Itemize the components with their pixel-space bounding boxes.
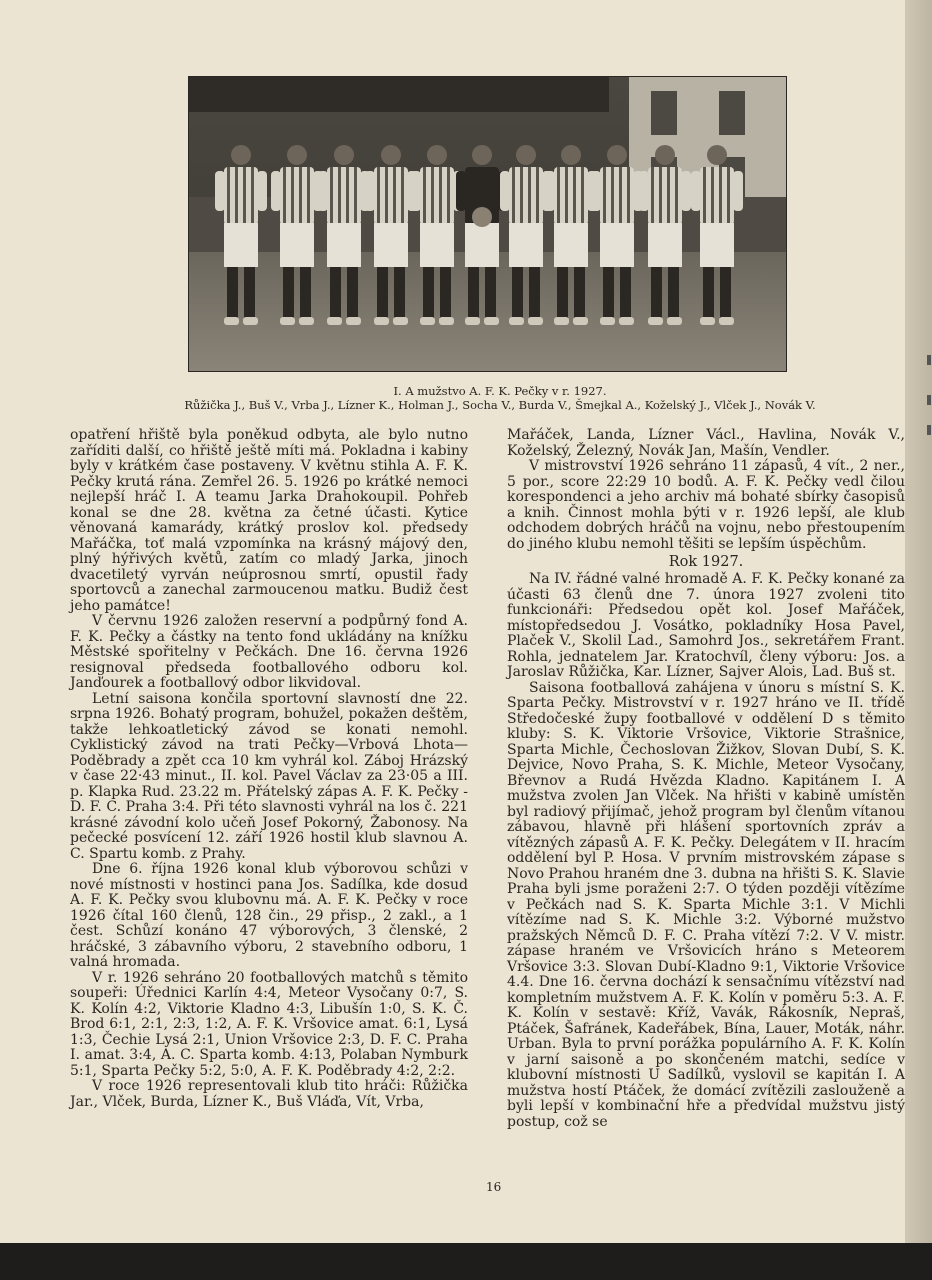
caption-title: I. A mužstvo A. F. K. Pečky v r. 1927. [393,384,607,398]
photo-caption [140,384,860,412]
paragraph: Saisona footballová zahájena v únoru s místní S. K. Sparta Pečky. Mistrovství v r. 1927 hráno ve II. třídě Středočeské župy footballové v oddělení D s těmito kluby: S. K. Viktorie Vršovice, Viktorie Strašnice, Sparta Michle, Čechoslovan Žižkov, Slovan Dubí, S. K. Dejvice, Novo Praha, S. K. Michle, Meteor Vysočany, Břevnov a Rudá Hvězda Kladno. Kapitánem I. A mužstva zvolen Jan Vlček. Na hřišti v kabině umístěn byl radiový přijímač, jehož program byl členům vítanou zábavou, hlavně při hlášení sportovních zpráv a vítězných zápasů A. F. K. Pečky. Delegátem v II. hracím oddělení byl P. Hosa. V prvním mistrovském zápase s Novo Prahou hraném dne 3. dubna na hřišti S. K. Slavie Praha byli jsme poraženi 2:7. O týden později vítězíme v Pečkách nad S. K. Sparta Michle 3:1. V Michli vítězíme nad S. K. Michle 3:2. Výborné mužstvo pražských Němců D. F. C. Praha vítězí 7:2. V V. mistr. zápase hraném ve Vršovicích hráno s Meteorem Vršovice 3:3. Slovan Dubí-Kladno 9:1, Viktorie Vršovice 4.4. Dne 16. června dochází k sensačnímu vítězství nad kompletním mužstvem A. F. K. Kolín v poměru 5:3. A. F. K. Kolín v sestavě: Kříž, Vavák, Rákosník, Nepraš, Ptáček, Šafránek, Kadeřábek, Bína, Lauer, Moták, náhr. Urban. Byla to první porážka populárního A. F. K. Kolín v jarní saisoně a po skončeném matchi, sedíce v klubovní místnosti U Sadílků, vyslovil se kapitán I. A mužstva hostí Ptáček, že domácí zvítězili zaslouženě a byli lepší v kombinační hře a předvídal mužstvu jistý postup, což se [507,679,905,1130]
paragraph: Dne 6. října 1926 konal klub výborovou schůzi v nové místnosti v hostinci pana Jos. Sadílka, kde dosud A. F. K. Pečky svou klubovnu má. A. F. K. Pečky v roce 1926 čítal 160 členů, 128 čin., 29 přisp., 2 zakl., a 1 čest. Schůzí konáno 47 výborových, 3 členské, 2 hráčské, 3 zábavního výboru, 2 stavebního odboru, 1 valná hromada. [70,861,468,970]
scan-bottom-band [0,1243,932,1280]
right-column [507,428,905,1130]
paragraph: V mistrovství 1926 sehráno 11 zápasů, 4 vít., 2 ner., 5 por., score 22:29 10 bodů. A. F. K. Pečky vedl čilou korespondenci a jeho archiv má bohaté sbírky časopisů a knih. Činnost mohla býti v r. 1926 lepší, ale klub odchodem dobrých hráčů na vojnu, nebo přestoupením do jiného klubu nemohl těšiti se lepším úspěchům. [507,458,905,552]
page-edge [905,0,932,1243]
paragraph: V červnu 1926 založen reservní a podpůrný fond A. F. K. Pečky a částky na tento fond ukládány na knížku Městské spořitelny v Pečkách. Dne 16. června 1926 resignoval předseda footballového odboru kol. Janďourek a footballový odbor likvidoval. [70,613,468,691]
left-column [70,428,468,1110]
caption-names: Růžička J., Buš V., Vrba J., Lízner K., Holman J., Socha V., Burda V., Šmejkal A., Koželský J., Vlček J., Novák V. [184,398,816,412]
paragraph: V r. 1926 sehráno 20 footballových matchů s těmito soupeři: Úřednici Karlín 4:4, Meteor Vysočany 0:7, S. K. Kolín 4:2, Viktorie Kladno 4:3, Libušín 1:0, S. K. Č. Brod 6:1, 2:1, 2:3, 1:2, A. F. K. Vršovice amat. 6:1, Lysá 1:3, Čechie Lysá 2:1, Union Vršovice 2:3, D. F. C. Praha I. amat. 3:4, A. C. Sparta komb. 4:13, Polaban Nymburk 5:1, Sparta Pečky 5:2, 5:0, A. F. K. Poděbrady 4:2, 2:2. [70,969,468,1079]
team-photo-image [189,77,786,371]
paragraph: opatření hřiště byla poněkud odbyta, ale bylo nutno zaříditi další, co hřiště ještě míti má. Pokladna i kabiny byly v krátkém čase postaveny. V květnu stihla A. F. K. Pečky krutá rána. Zemřel 26. 5. 1926 po krátké nemoci nejlepší hráč I. A teamu Jarka Drahokoupil. Pohřeb konal se dne 28. května za četné účasti. Kytice věnovaná kamarády, krátký proslov kol. předsedy Mařáčka, toť malá vzpomínka na krásný májový den, plný hýřivých květů, zatím co mladý Jarka, jinoch dvacetiletý vyrván neúprosnou smrtí, opustil řady sportovců a zanechal zarmoucenou matku. Budiž čest jeho památce! [70,427,468,614]
edge-mark [927,425,931,435]
paragraph: Mařáček, Landa, Lízner Václ., Havlina, Novák V., Koželský, Železný, Novák Jan, Mašín, Vendler. [507,427,905,459]
team-photo [188,76,787,372]
paragraph: Na IV. řádné valné hromadě A. F. K. Pečky konané za účasti 63 členů dne 7. února 1927 zvoleni tito funkcionáři: Předsedou opět kol. Josef Mařáček, místopředsedou J. Vosátko, pokladníky Hosa Pavel, Plaček V., Skolil Lad., Samohrd Jos., sekretářem Frant. Rohla, jednatelem Jar. Kratochvíl, členy výboru: Jos. a Jaroslav Růžička, Kar. Lízner, Sajver Alois, Lad. Buš st. [507,571,905,680]
edge-mark [927,395,931,405]
paragraph: Letní saisona končila sportovní slavností dne 22. srpna 1926. Bohatý program, bohužel, pokažen deštěm, takže lehkoatletický závod se konati nemohl. Cyklistický závod na trati Pečky—Vrbová Lhota—Poděbrady a zpět cca 10 km vyhrál kol. Záboj Hrázský v čase 22·43 minut., II. kol. Pavel Václav za 23·05 a III. p. Klapka Rud. 23.22 m. Přátelský zápas A. F. K. Pečky - D. F. C. Praha 3:4. Při této slavnosti vyhrál na los č. 221 krásné závodní kolo učeň Josef Pokorný, Žabonosy. Na pečecké posvícení 12. září 1926 hostil klub slavnou A. C. Spartu komb. z Prahy. [70,690,468,862]
page-number: 16 [486,1180,502,1194]
edge-mark [927,355,931,365]
paragraph: V roce 1926 representovali klub tito hráči: Růžička Jar., Vlček, Burda, Lízner K., Buš Vláďa, Vít, Vrba, [70,1078,468,1110]
section-heading: Rok 1927. [668,554,744,570]
